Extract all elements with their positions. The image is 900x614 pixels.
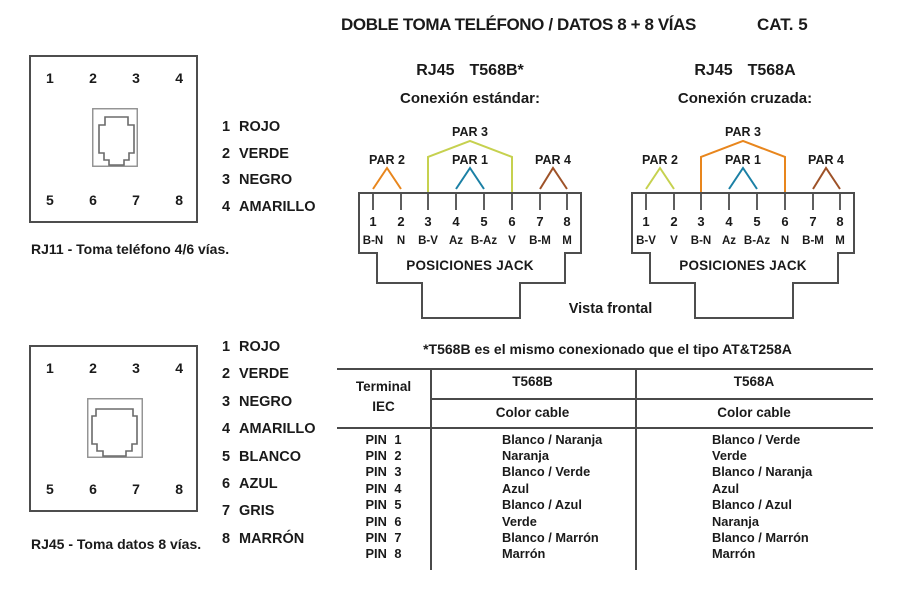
- rj45-bottom-pin-numbers: [46, 481, 183, 497]
- t568a-cell: Marrón: [712, 546, 756, 562]
- t568b-cell: Blanco / Marrón: [502, 530, 599, 546]
- t568a-heading: [630, 62, 860, 80]
- table-row: [337, 480, 873, 496]
- pin-code: B-V: [418, 235, 438, 247]
- legend-item: [222, 449, 316, 476]
- pin-code: B-Az: [470, 235, 498, 247]
- t568b-cell: Azul: [502, 480, 530, 496]
- legend-item: [222, 366, 316, 393]
- wiring-diagram-t568a: [623, 120, 863, 325]
- par1-bracket: [456, 168, 484, 189]
- legend-number: 4: [222, 199, 231, 216]
- t568b-subheading: Conexión estándar:: [399, 90, 541, 107]
- col-t568a-header: T568A: [733, 374, 775, 389]
- pin-number: 7: [809, 214, 817, 229]
- t568b-cell: Naranja: [502, 448, 549, 464]
- pin-ticks: [373, 194, 567, 210]
- pin-code: N: [780, 235, 790, 247]
- pin-cell: PIN 2: [365, 448, 402, 464]
- t568a-standard: T568A: [747, 62, 796, 79]
- pin-number: 2: [89, 70, 97, 86]
- t568b-standard: T568B*: [469, 62, 524, 79]
- pin-number: 5: [480, 214, 488, 229]
- legend-number: 1: [222, 339, 231, 355]
- header-line: Terminal: [355, 379, 412, 394]
- legend-color: AZUL: [239, 475, 278, 492]
- legend-number: 2: [222, 366, 231, 383]
- legend-color: ROJO: [239, 339, 281, 355]
- legend-item: [222, 119, 316, 146]
- t568a-subheading: Conexión cruzada:: [677, 90, 813, 107]
- legend-number: 1: [222, 119, 231, 135]
- pin-number: 3: [132, 360, 140, 376]
- t568b-model: RJ45: [416, 62, 455, 79]
- table-row: [337, 431, 873, 447]
- pin-code: B-N: [690, 235, 712, 247]
- t568a-cell: Azul: [712, 480, 740, 496]
- pin-code: B-M: [802, 235, 824, 247]
- legend-color: MARRÓN: [239, 530, 305, 547]
- legend-number: 3: [222, 172, 231, 189]
- rj11-bottom-pin-numbers: [46, 192, 183, 208]
- par2-label: PAR 2: [642, 153, 678, 167]
- legend-number: 3: [222, 393, 231, 410]
- col-t568b-subheader: Color cable: [495, 405, 570, 420]
- legend-item: [222, 394, 316, 421]
- pin-cell: PIN 5: [365, 497, 402, 513]
- pin-code: B-Az: [743, 235, 771, 247]
- t568b-cell: Marrón: [502, 546, 546, 562]
- legend-item: [222, 199, 316, 226]
- pin-code: Az: [448, 235, 464, 247]
- t568a-cell: Naranja: [712, 513, 759, 529]
- pin-cell: PIN 8: [365, 546, 402, 562]
- rj11-top-pin-numbers: [46, 70, 183, 86]
- par1-label: PAR 1: [725, 153, 761, 167]
- pin-number: 6: [89, 192, 97, 208]
- col-terminal-iec-header: [337, 377, 430, 417]
- pin-number: 2: [89, 360, 97, 376]
- par3-label: PAR 3: [725, 125, 761, 139]
- legend-color: BLANCO: [239, 448, 302, 465]
- pin-number: 8: [563, 214, 571, 229]
- pin-number: 3: [424, 214, 432, 229]
- legend-item: [222, 146, 316, 173]
- legend-number: 4: [222, 421, 231, 438]
- rj45-socket-panel: [29, 345, 198, 512]
- pin-number: 7: [536, 214, 544, 229]
- pin-number: 3: [132, 70, 140, 86]
- t568a-cell: Blanco / Azul: [712, 497, 792, 513]
- pin-cell: PIN 1: [365, 431, 402, 447]
- t568a-cell: Verde: [712, 448, 747, 464]
- rj11-wire-legend: [222, 119, 316, 226]
- legend-item: [222, 503, 316, 530]
- par2-label: PAR 2: [369, 153, 405, 167]
- pin-number: 8: [836, 214, 844, 229]
- category-label: CAT. 5: [757, 15, 808, 34]
- t568a-cell: Blanco / Marrón: [712, 530, 809, 546]
- legend-color: AMARILLO: [239, 199, 316, 216]
- legend-color: VERDE: [239, 366, 289, 383]
- table-top-border: [337, 368, 873, 370]
- pin-number: 6: [508, 214, 516, 229]
- legend-color: NEGRO: [239, 393, 293, 410]
- pin-number: 1: [642, 214, 650, 229]
- table-row: [337, 464, 873, 480]
- pin-number: 7: [132, 192, 140, 208]
- rj11-caption: RJ11 - Toma teléfono 4/6 vías.: [31, 241, 230, 257]
- par1-bracket: [729, 168, 757, 189]
- pin-cell: PIN 3: [365, 464, 402, 480]
- legend-item: [222, 339, 316, 366]
- page-title: DOBLE TOMA TELÉFONO / DATOS 8 + 8 VÍAS: [341, 15, 696, 34]
- posiciones-jack-label: POSICIONES JACK: [679, 258, 807, 273]
- legend-item: [222, 172, 316, 199]
- rj45-caption: RJ45 - Toma datos 8 vías.: [31, 536, 202, 552]
- pin-number: 6: [781, 214, 789, 229]
- pin-cell: PIN 4: [365, 480, 402, 496]
- pin-number: 1: [369, 214, 377, 229]
- par4-bracket: [813, 168, 840, 189]
- table-header-divider: [430, 398, 873, 400]
- pin-code: N: [396, 235, 406, 247]
- table-row: [337, 513, 873, 529]
- wiring-diagram-t568b: [350, 120, 590, 325]
- pin-number: 4: [725, 214, 733, 229]
- pin-cell: PIN 7: [365, 530, 402, 546]
- col-t568a-subheader: Color cable: [717, 405, 791, 420]
- par4-bracket: [540, 168, 567, 189]
- rj45-top-pin-numbers: [46, 360, 183, 376]
- legend-color: NEGRO: [239, 172, 293, 189]
- legend-color: VERDE: [239, 145, 289, 162]
- pin-number: 2: [670, 214, 678, 229]
- t568b-heading: [355, 62, 585, 80]
- vista-frontal-label: Vista frontal: [568, 301, 653, 317]
- table-row: [337, 546, 873, 562]
- col-t568b-header: T568B: [512, 374, 553, 389]
- pin-cell: PIN 6: [365, 513, 402, 529]
- header-line: IEC: [372, 399, 395, 414]
- pin-code: V: [508, 235, 516, 247]
- rj45-wire-legend: [222, 339, 316, 558]
- pin-number: 4: [175, 360, 183, 376]
- par3-label: PAR 3: [452, 125, 488, 139]
- legend-color: ROJO: [239, 119, 281, 135]
- par2-bracket: [373, 168, 401, 189]
- legend-number: 7: [222, 503, 231, 520]
- pin-number: 2: [397, 214, 405, 229]
- pin-number: 8: [175, 481, 183, 497]
- jack-outline: [359, 193, 581, 318]
- color-table: [337, 368, 873, 578]
- table-header-bottom-border: [337, 427, 873, 429]
- pin-number: 8: [175, 192, 183, 208]
- legend-number: 6: [222, 475, 231, 492]
- legend-number: 5: [222, 448, 231, 465]
- pin-number: 3: [697, 214, 705, 229]
- footnote: *T568B es el mismo conexionado que el tipo AT&T258A: [423, 341, 792, 357]
- t568a-model: RJ45: [694, 62, 733, 79]
- par4-label: PAR 4: [808, 153, 844, 167]
- table-rows: [337, 431, 873, 562]
- pin-ticks: [646, 194, 840, 210]
- t568b-cell: Blanco / Verde: [502, 464, 591, 480]
- par2-bracket: [646, 168, 674, 189]
- table-row: [337, 529, 873, 545]
- legend-color: AMARILLO: [239, 421, 316, 438]
- t568b-cell: Verde: [502, 513, 537, 529]
- t568a-cell: Blanco / Verde: [712, 431, 801, 447]
- pin-code: B-V: [636, 235, 656, 247]
- table-row: [337, 497, 873, 513]
- pin-number: 4: [452, 214, 460, 229]
- pin-number: 4: [175, 70, 183, 86]
- par1-label: PAR 1: [452, 153, 488, 167]
- pin-number: 1: [46, 70, 54, 86]
- pin-number: 5: [753, 214, 761, 229]
- t568b-cell: Blanco / Naranja: [502, 431, 603, 447]
- pin-code: Az: [721, 235, 737, 247]
- pin-code: V: [670, 235, 678, 247]
- legend-item: [222, 421, 316, 448]
- pin-code: B-N: [362, 235, 384, 247]
- pin-number: 7: [132, 481, 140, 497]
- t568b-cell: Blanco / Azul: [502, 497, 582, 513]
- table-row: [337, 447, 873, 463]
- jack-outline: [632, 193, 854, 318]
- legend-item: [222, 476, 316, 503]
- pin-number: 5: [46, 481, 54, 497]
- pin-number: 6: [89, 481, 97, 497]
- t568a-cell: Blanco / Naranja: [712, 464, 813, 480]
- rj45-jack-icon: [87, 398, 143, 458]
- par4-label: PAR 4: [535, 153, 571, 167]
- posiciones-jack-label: POSICIONES JACK: [406, 258, 534, 273]
- legend-color: GRIS: [239, 503, 275, 520]
- pin-code: M: [562, 235, 572, 247]
- pin-number: 5: [46, 192, 54, 208]
- legend-number: 2: [222, 145, 231, 162]
- pin-code: M: [835, 235, 845, 247]
- legend-item: [222, 531, 316, 558]
- legend-number: 8: [222, 530, 231, 547]
- rj11-jack-icon: [92, 108, 138, 167]
- rj11-socket-panel: [29, 55, 198, 223]
- pin-number: 1: [46, 360, 54, 376]
- pin-code: B-M: [529, 235, 551, 247]
